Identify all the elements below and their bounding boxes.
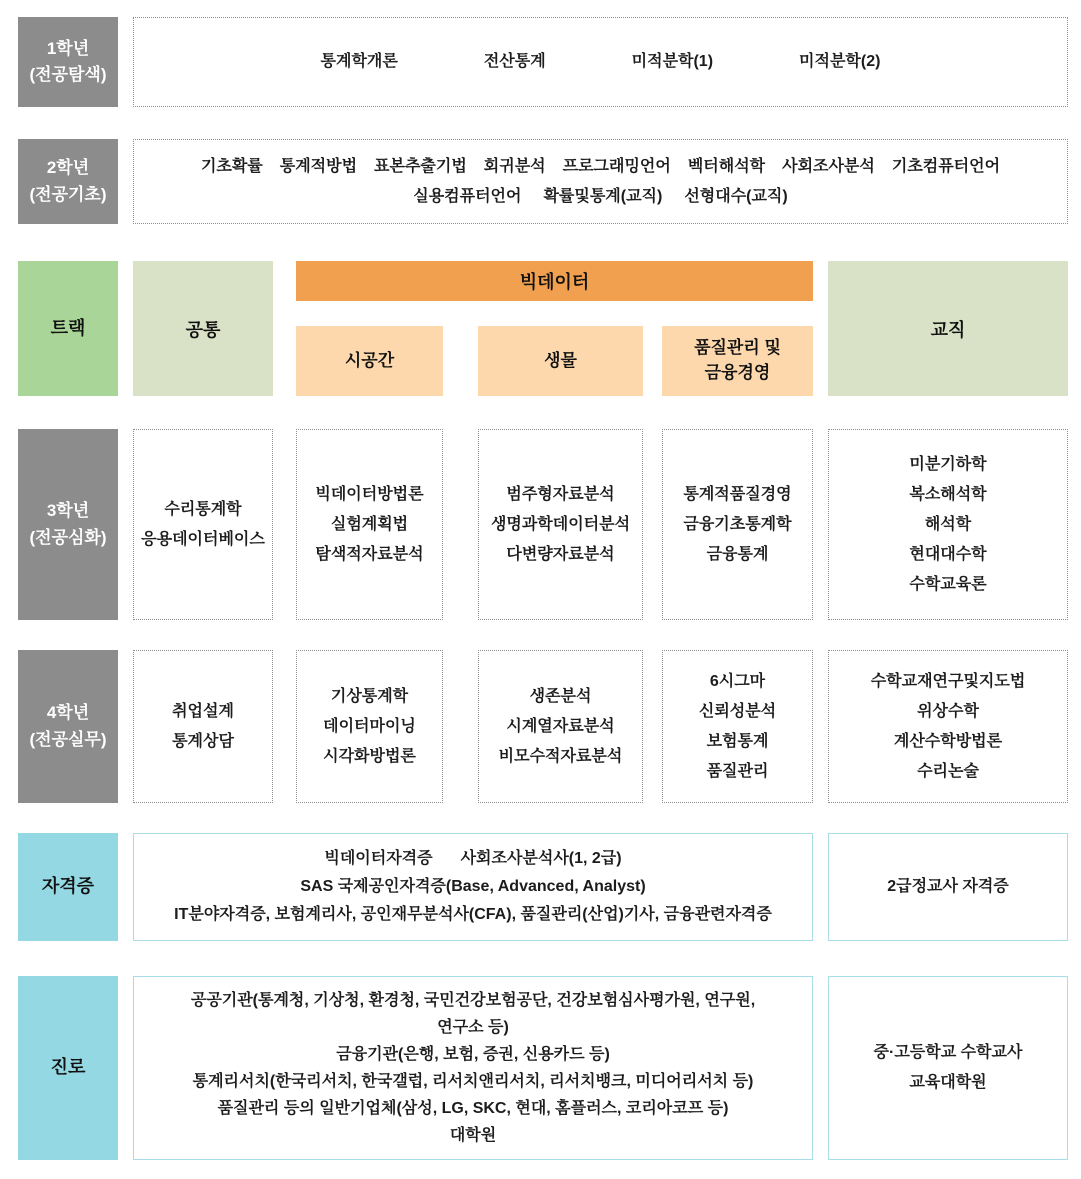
course-item: 6시그마: [709, 672, 766, 690]
course-item: 시각화방법론: [323, 747, 416, 765]
year3-row: [0, 429, 1081, 620]
year3-quality-finance-courses: [662, 429, 813, 620]
subtrack-quality-finance: [662, 326, 813, 396]
course-item: 통계학개론: [320, 53, 398, 70]
course-item: 미분기하학: [909, 455, 987, 473]
year2-row: [0, 139, 1081, 224]
year4-row: [0, 650, 1081, 803]
track-row: [0, 261, 1081, 396]
course-item: 품질관리: [706, 762, 769, 780]
bigdata-track-group: [296, 261, 813, 396]
career-item: 품질관리 등의 일반기업체(삼성, LG, SKC, 현대, 홈플러스, 코리아코프 등): [217, 1100, 729, 1117]
certificates-line2: SAS 국제공인자격증(Base, Advanced, Analyst): [300, 878, 646, 895]
bigdata-track-header: 빅데이터: [296, 261, 813, 301]
career-item: 연구소 등): [437, 1019, 509, 1036]
course-item: 통계적방법: [279, 157, 358, 175]
year2-label: [18, 139, 118, 224]
certificates-label: 자격증: [18, 833, 118, 941]
course-item: 프로그래밍언어: [562, 157, 671, 175]
certificate-item: 사회조사분석사(1, 2급): [460, 850, 622, 867]
certificates-main-box: [133, 833, 813, 941]
year3-label-line2: (전공심화): [29, 527, 107, 547]
year1-label-line2: (전공탐색): [29, 65, 107, 84]
careers-label: 진로: [18, 976, 118, 1160]
course-item: 빅데이터방법론: [315, 485, 424, 503]
year4-quality-finance-courses: [662, 650, 813, 803]
career-item: 통계리서치(한국리서치, 한국갤럽, 리서치앤리서치, 리서치뱅크, 미디어리서치 등): [192, 1073, 754, 1090]
course-item: 응용데이터베이스: [141, 530, 265, 548]
year2-label-line2: (전공기초): [29, 184, 107, 204]
year3-teaching-courses: [828, 429, 1068, 620]
track-common-box: 공통: [133, 261, 273, 396]
course-item: 복소해석학: [909, 485, 987, 503]
course-item: 미적분학(2): [799, 53, 881, 70]
course-item: 수학교재연구및지도법: [870, 672, 1026, 690]
course-item: 확률및통계(교직): [543, 187, 663, 205]
course-item: 생명과학데이터분석: [490, 515, 631, 533]
career-item: 금융기관(은행, 보험, 증권, 신용카드 등): [336, 1046, 610, 1063]
year1-courses-box: [133, 17, 1068, 107]
year2-label-line1: 2학년: [46, 158, 90, 178]
course-item: 비모수적자료분석: [498, 747, 623, 765]
year1-label: [18, 17, 118, 107]
year4-teaching-courses: [828, 650, 1068, 803]
subtrack-bio: 생물: [478, 326, 643, 396]
course-item: 데이터마이닝: [323, 717, 416, 735]
subtrack-quality-finance-line2: 금융경영: [704, 363, 771, 382]
course-item: 신뢰성분석: [698, 702, 777, 720]
year4-spatiotemporal-courses: [296, 650, 443, 803]
course-item: 사회조사분석: [782, 157, 875, 175]
course-item: 수리논술: [917, 762, 979, 780]
course-item: 위상수학: [917, 702, 979, 720]
subtrack-spatiotemporal: 시공간: [296, 326, 443, 396]
year3-label-line1: 3학년: [46, 501, 90, 521]
certificates-teaching-box: [828, 833, 1068, 941]
course-item: 표본추출기법: [374, 157, 467, 175]
course-item: 기상통계학: [330, 687, 409, 705]
course-item: 금융기초통계학: [683, 515, 792, 533]
course-item: 실험계획법: [330, 515, 409, 533]
subtrack-quality-finance-line1: 품질관리 및: [694, 338, 781, 358]
course-item: 미적분학(1): [631, 53, 714, 70]
year2-courses-box: [133, 139, 1068, 224]
course-item: 수리통계학: [164, 500, 242, 518]
course-item: 현대대수학: [909, 545, 987, 563]
course-item: 통계적품질경영: [683, 485, 792, 503]
course-item: 취업설계: [172, 702, 234, 720]
careers-main-box: [133, 976, 813, 1160]
course-item: 수학교육론: [909, 575, 987, 593]
course-item: 벡터해석학: [687, 157, 766, 175]
certificates-line1: [324, 845, 621, 873]
course-item: 탐색적자료분석: [315, 545, 424, 563]
course-item: 기초컴퓨터언어: [891, 157, 1001, 175]
year4-label-line2: (전공실무): [29, 729, 107, 749]
year4-bio-courses: [478, 650, 643, 803]
course-item: 금융통계: [706, 545, 769, 563]
year4-label-line1: 4학년: [46, 703, 90, 723]
careers-teaching-box: [828, 976, 1068, 1160]
course-item: 회귀분석: [483, 157, 546, 175]
course-item: 보험통계: [706, 732, 769, 750]
year4-common-courses: [133, 650, 273, 803]
certificates-row: [0, 833, 1081, 941]
year3-common-courses: [133, 429, 273, 620]
course-item: 통계상담: [172, 732, 234, 750]
track-label: 트랙: [18, 261, 118, 396]
year3-bio-courses: [478, 429, 643, 620]
course-item: 해석학: [924, 515, 972, 533]
year1-label-line1: 1학년: [46, 38, 90, 58]
course-item: 계산수학방법론: [893, 732, 1003, 750]
career-item: 대학원: [449, 1127, 497, 1144]
course-item: 생존분석: [529, 687, 592, 705]
career-item: 중·고등학교 수학교사: [873, 1044, 1023, 1061]
year3-spatiotemporal-courses: [296, 429, 443, 620]
careers-row: [0, 976, 1081, 1160]
certificates-line3: IT분야자격증, 보험계리사, 공인재무분석사(CFA), 품질관리(산업)기사, 금융관련자격증: [174, 906, 772, 923]
year2-courses-line2: [413, 183, 787, 211]
course-item: 전산통계: [483, 53, 546, 70]
year1-row: [0, 17, 1081, 107]
certificate-item: 2급정교사 자격증: [887, 878, 1009, 895]
certificate-item: 빅데이터자격증: [324, 850, 433, 867]
year2-courses-line1: [201, 153, 1000, 181]
career-item: 교육대학원: [909, 1074, 987, 1091]
bigdata-subtracks: [296, 326, 813, 396]
course-item: 시계열자료분석: [506, 717, 615, 735]
course-item: 선형대수(교직): [684, 187, 788, 205]
course-item: 실용컴퓨터언어: [413, 187, 522, 205]
year3-label: [18, 429, 118, 620]
year4-label: [18, 650, 118, 803]
career-item: 공공기관(통계청, 기상청, 환경청, 국민건강보험공단, 건강보험심사평가원, 연구원,: [190, 992, 756, 1009]
track-teaching-box: 교직: [828, 261, 1068, 396]
course-item: 기초확률: [200, 157, 263, 175]
course-item: 다변량자료분석: [506, 545, 615, 563]
course-item: 범주형자료분석: [506, 485, 615, 503]
